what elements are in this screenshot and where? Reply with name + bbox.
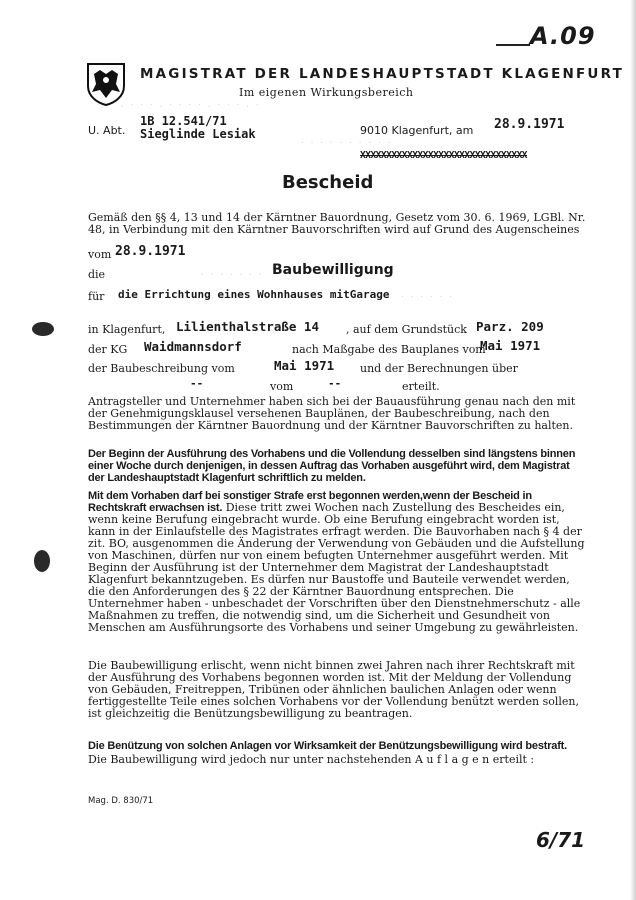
scan-edge-shadow <box>630 0 636 900</box>
clerk-name: Sieglinde Lesiak <box>140 127 256 141</box>
building-plan-date: Mai 1971 <box>480 338 541 353</box>
expiry-paragraph: Die Baubewilligung erlischt, wenn nicht binnen zwei Jahren nach ihrer Rechtskraft mit der Ausführung des Vorhabens begonnen worden ist. Mit der Meldung der Vollendung von Gebäuden, Freitreppen, Tribünen oder ähnlichen baulichen Anlagen oder wenn fertiggestellte Teile eines solchen Vorhabens vor der Vollendung benützt werden sollen, ist gleichzeitig die Benützungsbewilligung zu beantragen. <box>88 659 579 720</box>
calculations-date: -- <box>328 377 342 390</box>
bleed-through: · · · · · · <box>400 292 453 301</box>
parcel-number: Parz. 209 <box>476 319 544 334</box>
legal-effect-paragraph <box>88 490 588 634</box>
form-number: Mag. D. 830/71 <box>88 796 154 806</box>
punch-hole-mark <box>32 322 54 336</box>
granted-label: erteilt. <box>402 380 440 393</box>
corner-code: A.09 <box>530 22 596 50</box>
bleed-through: . · · · . · · · · . · · · . · <box>120 100 260 109</box>
legal-basis-paragraph: Gemäß den §§ 4, 13 und 14 der Kärntner Bauordnung, Gesetz vom 30. 6. 1969, LGBl. Nr. 48, in Verbindung mit den Kärntner Bauvorschriften wird auf Grund des Augenscheines <box>88 211 586 236</box>
department-label: U. Abt. <box>88 124 126 137</box>
document-title: Bescheid <box>282 172 374 193</box>
authority-title: MAGISTRAT DER LANDESHAUPTSTADT KLAGENFURT <box>140 66 624 82</box>
penalty-paragraph: Die Benützung von solchen Anlagen vor Wirksamkeit der Benützungsbewilligung wird bestraft. <box>88 740 567 752</box>
struck-out-line: XXXXXXXXXXXXXXXXXXXXXXXXXXXXXXXX <box>360 150 528 161</box>
corner-underline <box>496 44 530 46</box>
cadastral-community: Waidmannsdorf <box>144 339 242 354</box>
coat-of-arms-icon <box>86 62 126 106</box>
inspection-date-label: vom <box>88 248 112 261</box>
building-description-label: der Baubeschreibung vom <box>88 362 235 375</box>
permit-title: Baubewilligung <box>272 262 394 278</box>
street-address: Lilienthalstraße 14 <box>176 319 319 334</box>
building-description-date: Mai 1971 <box>274 358 335 373</box>
authority-subtitle: Im eigenen Wirkungsbereich <box>239 86 414 99</box>
legal-effect-details: Diese tritt zwei Wochen nach Zustellung des Bescheides ein, wenn keine Berufung eingebracht wurde. Ob eine Berufung eingebracht worden ist, kann in der Einlaufstelle des Magistrates erfragt werden. Die Bauvorhaben nach § 4 der zit. BO, ausgenommen die Änderung der Verwendung von Gebäuden und die Aufstellung von Maschinen, dürfen nur von einem befugten Unternehmer ausgeführt werden. Mit Beginn der Ausführung ist der Unternehmer dem Magistrat der Landeshauptstadt Klagenfurt bekanntzugeben. Es dürfen nur Baustoffe und Bauteile verwendet werden, die den Anforderungen des § 22 der Kärntner Bauordnung entsprechen. Die Unternehmer haben - unbeschadet der Vorschriften über den Dienstnehmerschutz - alle Maßnahmen zu treffen, die notwendig sind, um die Sicherheit und Gesundheit von Menschen am Ausführungsorte des Vorhabens und seiner Umgebung zu gewährleisten. <box>88 501 585 634</box>
parcel-label: , auf dem Grundstück <box>346 323 467 336</box>
handwritten-page-mark: 6/71 <box>536 828 586 852</box>
place-label: 9010 Klagenfurt, am <box>360 124 474 137</box>
purpose-value: die Errichtung eines Wohnhauses mitGarage <box>118 288 390 301</box>
cadastral-label: der KG <box>88 343 128 356</box>
calculations-date-label: vom <box>270 380 294 393</box>
inspection-date: 28.9.1971 <box>115 244 186 259</box>
punch-hole-mark <box>34 550 50 572</box>
location-label: in Klagenfurt, <box>88 323 166 336</box>
bleed-through: · · · · · · · · · · <box>300 138 392 147</box>
document-date: 28.9.1971 <box>494 117 565 132</box>
calculations-label: und der Berechnungen über <box>360 362 518 375</box>
compliance-paragraph: Antragsteller und Unternehmer haben sich bei der Bauausführung genau nach den mit der Genehmigungsklausel versehenen Bauplänen, der Baubeschreibung, nach den Bestimmungen der Kärntner Bauordnung und der Kärntner Bauvorschriften zu halten. <box>88 395 576 432</box>
bleed-through: · · · · · · · <box>200 270 263 279</box>
notification-paragraph: Der Beginn der Ausführung des Vorhabens und die Vollendung desselben sind längstens binnen einer Woche durch denjenigen, in dessen Auftrag das Vorhaben ausgeführt wird, dem Magistrat der Landeshauptstadt Klagenfurt schriftlich zu melden. <box>88 448 576 484</box>
conditions-intro: Die Baubewilligung wird jedoch nur unter nachstehenden A u f l a g e n erteilt : <box>88 753 535 766</box>
purpose-label: für <box>88 290 105 303</box>
calculations-subject: -- <box>190 377 204 390</box>
legal-effect-warning: Mit dem Vorhaben darf bei sonstiger Strafe erst begonnen werden,wenn der Bescheid in Rechtskraft erwachsen ist. <box>88 490 532 514</box>
building-plan-label: nach Maßgabe des Bauplanes vom <box>292 343 486 356</box>
article-label: die <box>88 268 106 281</box>
file-number: 1B 12.541/71 <box>140 114 227 128</box>
